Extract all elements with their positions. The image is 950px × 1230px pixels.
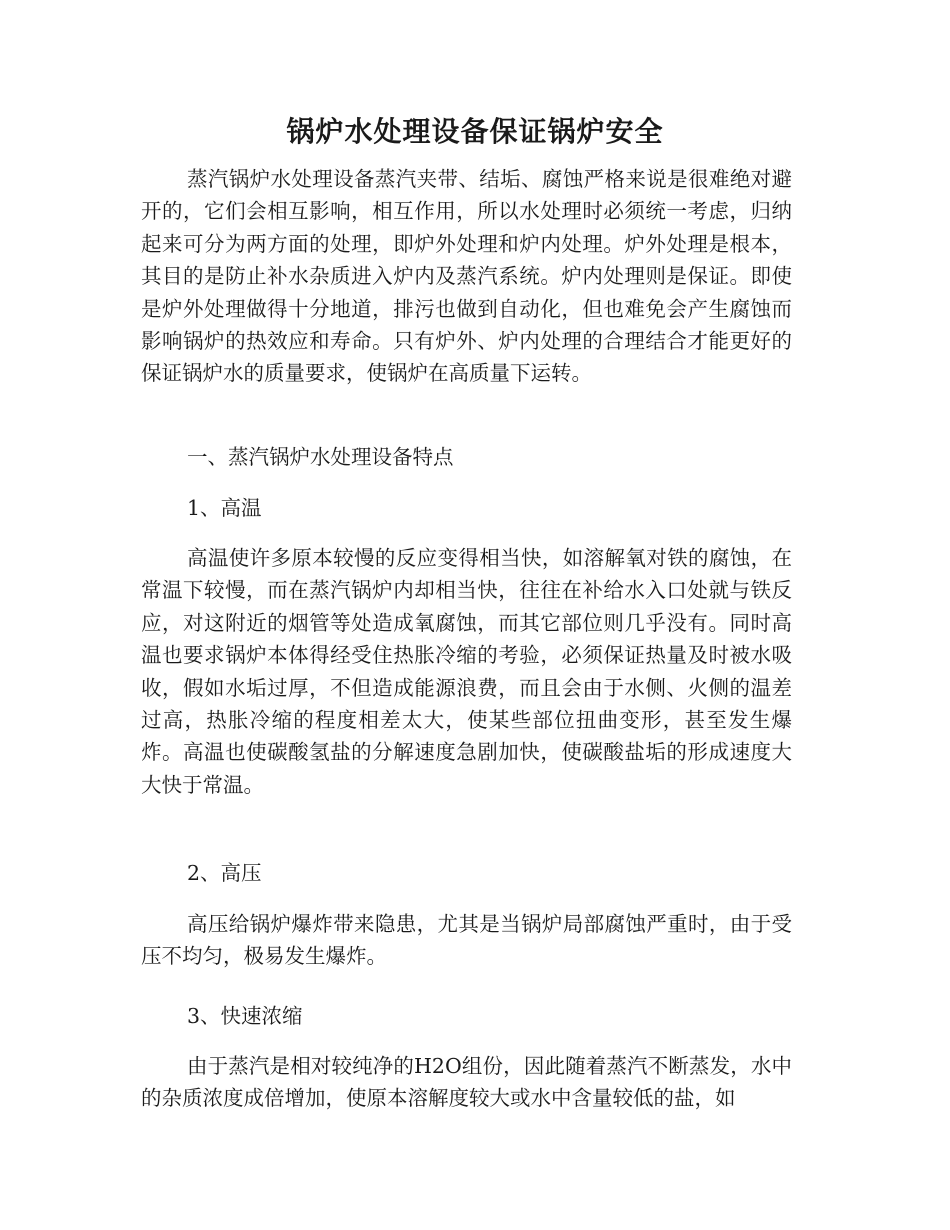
intro-paragraph: 蒸汽锅炉水处理设备蒸汽夹带、结垢、腐蚀严格来说是很难绝对避开的，它们会相互影响，相互作用，所以水处理时必须统一考虑，归纳起来可分为两方面的处理，即炉外处理和炉内处理。炉外处理是根本，其目的是防止补水杂质进入炉内及蒸汽系统。炉内处理则是保证。即使是炉外处理做得十分地道，排污也做到自动化，但也难免会产生腐蚀而影响锅炉的热效应和寿命。只有炉外、炉内处理的合理结合才能更好的保证锅炉水的质量要求，使锅炉在高质量下运转。: [141, 167, 792, 386]
section-heading-features: 一、蒸汽锅炉水处理设备特点: [187, 445, 454, 469]
item-heading-rapid-concentration: 3、快速浓缩: [187, 1004, 303, 1028]
item-heading-high-temperature: 1、高温: [187, 496, 262, 520]
item-heading-high-pressure: 2、高压: [187, 861, 262, 885]
paragraph-rapid-concentration: 由于蒸汽是相对较纯净的H2O组份，因此随着蒸汽不断蒸发，水中的杂质浓度成倍增加，使原本溶解度较大或水中含量较低的盐，如: [141, 1054, 792, 1111]
document-title: 锅炉水处理设备保证锅炉安全: [286, 115, 664, 148]
paragraph-high-pressure: 高压给锅炉爆炸带来隐患，尤其是当锅炉局部腐蚀严重时，由于受压不均匀，极易发生爆炸。: [141, 912, 792, 969]
paragraph-high-temperature: 高温使许多原本较慢的反应变得相当快，如溶解氧对铁的腐蚀，在常温下较慢，而在蒸汽锅炉内却相当快，往往在补给水入口处就与铁反应，对这附近的烟管等处造成氧腐蚀，而其它部位则几乎没有。同时高温也要求锅炉本体得经受住热胀冷缩的考验，必须保证热量及时被水吸收，假如水垢过厚，不但造成能源浪费，而且会由于水侧、火侧的温差过高，热胀冷缩的程度相差太大，使某些部位扭曲变形，甚至发生爆炸。高温也使碳酸氢盐的分解速度急剧加快，使碳酸盐垢的形成速度大大快于常温。: [141, 546, 792, 797]
